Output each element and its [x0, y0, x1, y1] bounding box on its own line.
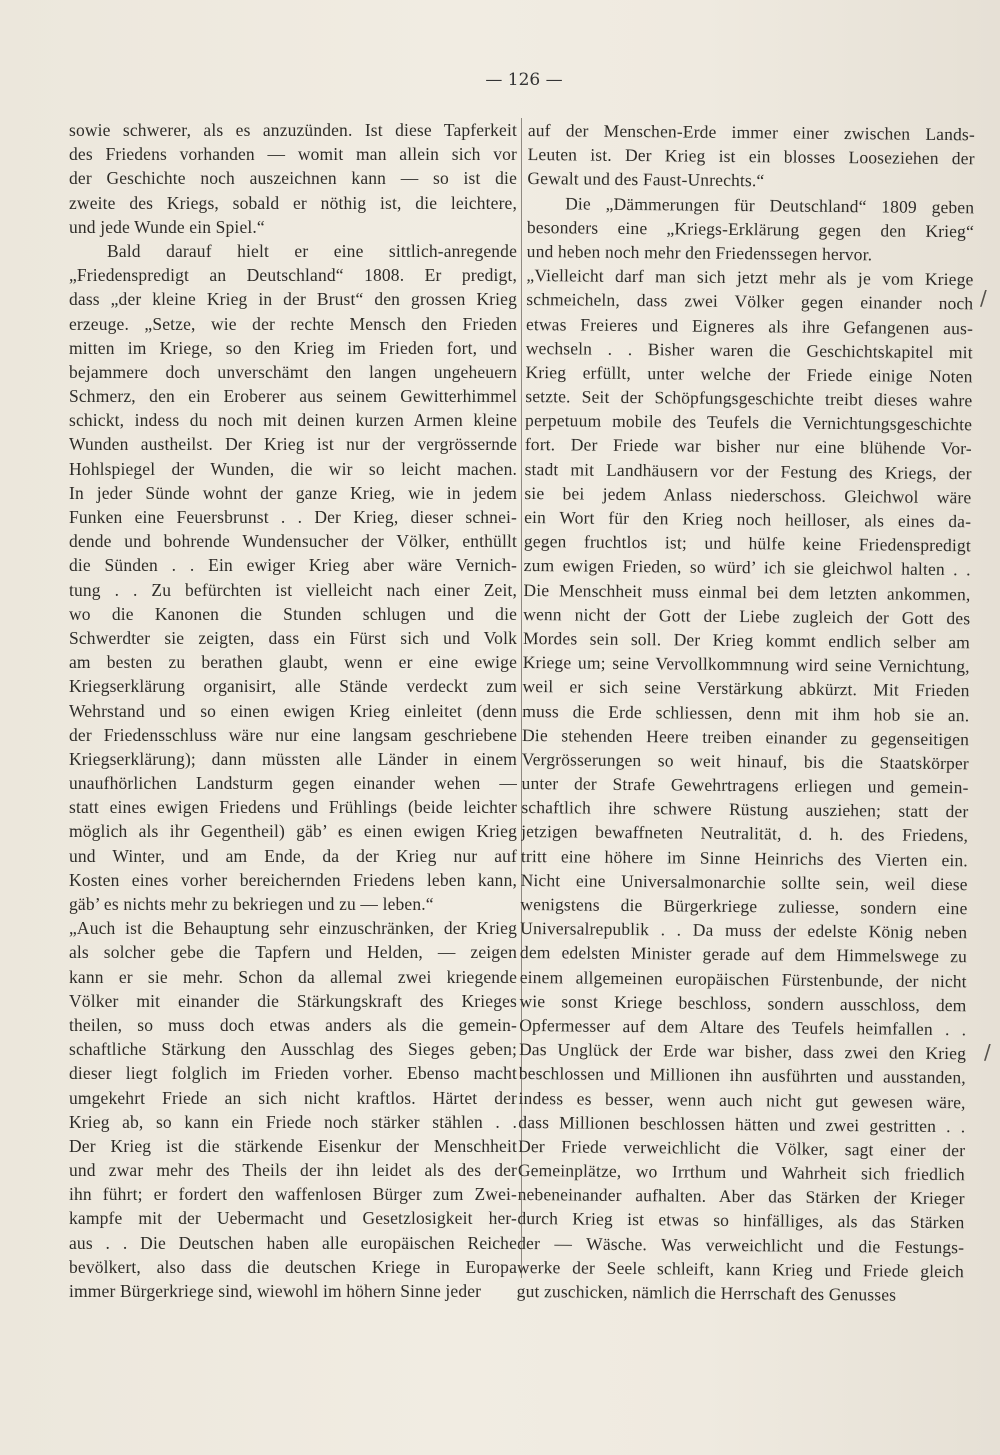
- text-line: „Vielleicht darf man sich jetzt mehr als je vom Kriege: [526, 265, 974, 290]
- text-line: Vergrösserungen so weit hinauf, bis die Staatskörper: [521, 748, 969, 774]
- text-line: zum ewigen Frieden, so würd’ ich sie gleichwol halten . .: [523, 555, 971, 580]
- text-line: gäb’ es nichts mehr zu bekriegen und zu — leben.“: [69, 894, 434, 914]
- text-line: und jede Wunde ein Spiel.“: [69, 216, 265, 237]
- text-line: des Friedens vorhanden — womit man allein sich vor: [69, 144, 517, 165]
- text-line: bejammere doch unverschämt den langen ungeheuern: [69, 361, 517, 382]
- text-line: theilen, so muss doch etwas anders als die gemein-: [69, 1014, 517, 1035]
- right-text-column: [517, 118, 975, 1307]
- text-line: muss die Erde schliessen, denn mit ihm hob sie an.: [522, 700, 970, 725]
- text-line: umgekehrt Friede an sich nicht kraftlos. Härtet der: [69, 1087, 517, 1108]
- text-line: immer Bürgerkriege sind, wiewohl im höhern Sinne jeder: [69, 1281, 482, 1301]
- text-line: jetzigen bewaffneten Neutralität, d. h. des Friedens,: [521, 821, 969, 846]
- text-line: Kriegserklärung organisirt, alle Stände verdeckt zum: [69, 676, 517, 697]
- text-line: nebeneinander aufhalten. Aber das Stärken der Krieger: [517, 1184, 965, 1209]
- text-line: der Friedensschluss wäre nur eine langsam geschriebene: [69, 724, 517, 745]
- text-line: dieser liegt folglich im Frieden vorher. Ebenso macht: [69, 1063, 517, 1084]
- text-line: schickt, indess du noch mit deinen kurzen Armen kleine: [69, 410, 517, 431]
- text-line: durch Krieg ist etwas so hinfälliges, als das Stärken: [517, 1208, 965, 1233]
- text-line: beschlossen und Millionen ihn ausführten und ausstanden,: [518, 1063, 966, 1088]
- text-line: Schmerz, den ein Eroberer aus seinem Gewitterhimmel: [69, 386, 517, 407]
- text-line: Kriege um; seine Vervollkommnung wird seine Vernichtung,: [522, 652, 970, 677]
- text-line: stadt mit Landhäusern vor der Festung des Kriegs, der: [524, 458, 972, 483]
- text-line: bevölkert, also dass die deutschen Kriege in Europa: [69, 1256, 517, 1277]
- text-line: etwas Freieres und Eigneres als ihre Gefangenen aus-: [525, 313, 974, 338]
- text-line: und Winter, und am Ende, da der Krieg nur auf: [69, 845, 517, 866]
- text-line: Die Menschheit muss einmal bei dem letzten ankommen,: [523, 579, 971, 604]
- text-line: Nicht eine Universalmonarchie sollte sein, weil diese: [520, 869, 968, 895]
- text-line: kann er sie mehr. Schon da allemal zwei kriegende: [69, 966, 517, 987]
- text-line: Wunden austheilst. Der Krieg ist nur der vergrössernde: [69, 434, 517, 455]
- text-line: schaftliche Stärkung den Ausschlag des Sieges geben;: [69, 1039, 517, 1060]
- page-number: — 126 —: [485, 70, 563, 90]
- text-line: wenn nicht der Gott der Liebe zugleich der Gott des: [523, 603, 971, 629]
- text-line: setzte. Seit der Schöpfungsgeschichte treibt dieses wahre: [525, 386, 973, 411]
- text-line: Bald darauf hielt er eine sittlich-anregende: [107, 240, 517, 261]
- text-line: sie bei jedem Anlass niederschoss. Gleichwol wäre: [524, 482, 972, 508]
- text-line: Funken eine Feuersbrunst . . Der Krieg, dieser schnei-: [69, 507, 517, 527]
- text-line: dass Millionen beschlossen hätten und zwei gestritten . .: [518, 1111, 966, 1136]
- text-line: dende und bohrende Wundensucher der Völker, enthüllt: [69, 531, 517, 552]
- text-line: der — Wäsche. Was verweichlicht und die Festungs-: [517, 1232, 965, 1257]
- text-line: erzeuge. „Setze, wie der rechte Mensch den Frieden: [69, 313, 517, 334]
- text-line: Das Unglück der Erde war bisher, dass zwei den Krieg: [518, 1039, 967, 1064]
- text-line: perpetuum mobile des Teufels die Vernichtungsgeschichte: [525, 410, 973, 435]
- text-line: und heben noch mehr den Friedenssegen hervor.: [526, 240, 873, 265]
- text-line: Die stehenden Heere treiben einander zu gegenseitigen: [521, 724, 970, 749]
- text-line: am besten zu berathen glaubt, wenn er eine ewige: [69, 652, 517, 673]
- text-line: der Geschichte noch auszeichnen kann — so ist die: [69, 168, 517, 189]
- text-line: wie sonst Kriege beschloss, sondern ausschloss, dem: [519, 990, 967, 1015]
- text-line: Mordes sein soll. Der Krieg kommt endlich selber am: [522, 627, 971, 653]
- text-line: weil er sich seine Verstärkung abkürzt. Mit Frieden: [522, 676, 970, 701]
- text-line: indess es besser, wenn auch nicht gut gewesen wäre,: [518, 1087, 966, 1112]
- text-line: wechseln . . Bisher waren die Geschichtskapitel mit: [525, 337, 973, 362]
- text-line: Völker mit einander die Stärkungskraft des Krieges: [69, 990, 517, 1011]
- text-line: gut zuschicken, nämlich die Herrschaft des Genusses: [516, 1280, 897, 1305]
- text-line: ihn führt; er fordert den waffenlosen Bürger zum Zwei-: [69, 1184, 517, 1205]
- text-line: Gewalt und des Faust-Unrechts.“: [527, 168, 765, 191]
- text-line: zweite des Kriegs, sobald er nöthig ist, die leichtere,: [69, 192, 517, 213]
- text-line: wo die Kanonen die Stunden schlugen und die: [69, 603, 517, 624]
- text-line: Leuten ist. Der Krieg ist ein blosses Looseziehen der: [527, 144, 975, 169]
- margin-mark-lower: /: [984, 1040, 991, 1064]
- text-line: aus . . Die Deutschen haben alle europäischen Reiche: [69, 1232, 517, 1253]
- text-line: gegen fruchtlos ist; und hülfe keine Friedenspredigt: [523, 531, 972, 556]
- text-line: „Friedenspredigt an Deutschland“ 1808. Er predigt,: [69, 265, 517, 286]
- text-line: Der Krieg ist die stärkende Eisenkur der Menschheit: [69, 1135, 517, 1156]
- text-line: mitten im Kriege, so den Krieg im Frieden fort, und: [69, 337, 517, 358]
- text-line: dass „der kleine Krieg in der Brust“ den grossen Krieg: [69, 289, 517, 310]
- text-line: sowie schwerer, als es anzuzünden. Ist diese Tapferkeit: [69, 120, 517, 140]
- text-line: Krieg erfüllt, unter welche der Friede einige Noten: [525, 361, 973, 387]
- text-line: auf der Menschen-Erde immer einer zwischen Lands-: [527, 119, 975, 145]
- text-line: Die „Dämmerungen für Deutschland“ 1809 geben: [565, 192, 975, 217]
- text-line: „Auch ist die Behauptung sehr einzuschränken, der Krieg: [69, 918, 517, 939]
- text-line: Wehrstand und so einen ewigen Krieg einleitet (denn: [69, 700, 517, 721]
- text-line: schaftlich ihre schwere Rüstung ausziehen; statt der: [521, 797, 969, 822]
- text-line: fort. Der Friede war bisher nur eine blühende Vor-: [524, 434, 972, 459]
- text-line: Schwerdter sie zeigten, dass ein Fürst sich und Volk: [69, 627, 517, 648]
- text-line: tritt eine höhere im Sinne Heinrichs des Vierten ein.: [520, 845, 968, 870]
- text-line: möglich als ihr Gegentheil) gäb’ es einen ewigen Krieg: [69, 821, 517, 842]
- text-line: unter der Strafe Gewehrtragens erliegen und gemein-: [521, 773, 969, 798]
- text-line: einem allgemeinen europäischen Fürstenbunde, der nicht: [519, 966, 967, 991]
- text-line: In jeder Sünde wohnt der ganze Krieg, wie in jedem: [69, 482, 517, 503]
- text-line: statt eines ewigen Friedens und Frühlings (beide leichter: [69, 797, 517, 818]
- text-line: Gemeinplätze, wo Irrthum und Wahrheit sich friedlich: [517, 1160, 965, 1185]
- text-line: Kosten eines vorher bereichernden Friedens leben kann,: [69, 869, 517, 890]
- text-line: werke der Seele schleift, kann Krieg und Friede gleich: [516, 1256, 965, 1282]
- text-line: die Sünden . . Ein ewiger Krieg aber wäre Vernich-: [69, 555, 517, 576]
- left-text-column: [69, 118, 517, 1303]
- text-line: Der Friede verweichlicht die Völker, sagt einer der: [518, 1135, 966, 1161]
- text-line: Universalrepublik . . Da muss der edelste König neben: [520, 918, 968, 943]
- text-line: unaufhörlichen Landsturm gegen einander wehen —: [69, 773, 517, 794]
- text-line: und zwar mehr des Theils der ihn leidet als des der: [69, 1160, 517, 1181]
- text-line: wenigstens die Bürgerkriege zuliesse, sondern eine: [520, 893, 968, 919]
- text-line: besonders eine „Kriegs-Erklärung gegen den Krieg“: [526, 216, 975, 242]
- text-line: kampfe mit der Uebermacht und Gesetzlosigkeit her-: [69, 1208, 517, 1229]
- text-line: Krieg ab, so kann ein Friede noch stärker stählen . .: [69, 1111, 517, 1132]
- text-line: als solcher gebe die Tapfern und Helden, — zeigen: [69, 942, 517, 963]
- text-line: tung . . Zu befürchten ist vielleicht nach einer Zeit,: [69, 579, 517, 600]
- text-line: schmeicheln, dass zwei Völker gegen einander noch: [526, 289, 974, 314]
- text-line: ein Wort für den Krieg noch heilloser, als eines da-: [524, 506, 972, 532]
- text-line: Hohlspiegel der Wunden, die wir so leicht machen.: [69, 458, 517, 479]
- text-line: Opfermesser auf dem Altare des Teufels heimfallen . .: [519, 1014, 967, 1040]
- margin-mark-upper: /: [980, 286, 987, 310]
- text-line: dem edelsten Minister gerade auf dem Himmelswege zu: [519, 942, 968, 967]
- text-line: Kriegserklärung); dann müssten alle Länder in einem: [69, 748, 517, 769]
